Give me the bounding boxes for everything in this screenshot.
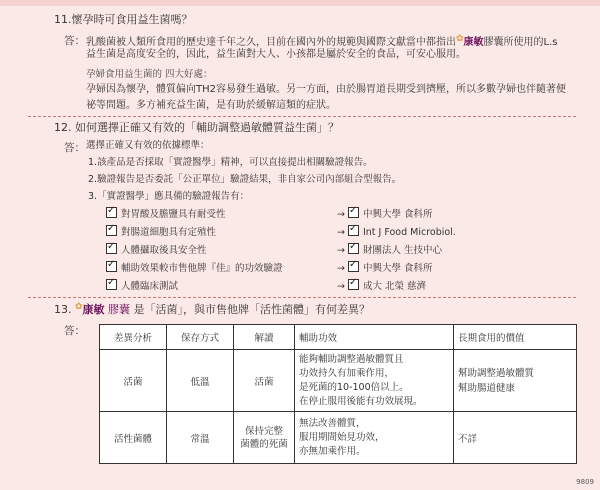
page-code: 9809: [576, 478, 594, 486]
table-header: 長期食用的價值: [454, 325, 577, 350]
table-header-row: [100, 325, 577, 350]
flower-icon: ✿: [456, 34, 464, 44]
arrow-icon: →: [337, 245, 345, 256]
q12-item-2: 2.驗證報告是否委託「公正單位」驗證結果，非自家公司內部組合型報告。: [88, 174, 402, 185]
checkbox-checked-icon: [348, 207, 359, 218]
arrow-icon: →: [337, 209, 345, 220]
brand-name: 康敏: [463, 37, 484, 48]
checkbox-checked-icon: [348, 279, 359, 290]
q12-item-3: 3.「實證醫學」應具備的驗證報告有：: [88, 191, 250, 202]
checkbox-checked-icon: [106, 261, 117, 272]
check-row-3-left: ✓人體攝取後具安全性: [106, 243, 207, 258]
q11-answer-label: 答：: [64, 35, 85, 47]
q12-intro: 選擇正確又有效的依據標準：: [86, 140, 210, 151]
table-cell: 低溫: [167, 350, 234, 412]
q12-title: 12. 如何選擇正確又有效的「輔助調整過敏體質益生菌」？: [54, 121, 339, 134]
table-cell: 活菌: [100, 350, 167, 412]
table-cell: 能夠輔助調整過敏體質且 功效持久有加乘作用， 是死菌的10-100倍以上。 在停止服用後能有功效展現。: [295, 350, 454, 412]
arrow-icon: →: [337, 263, 345, 274]
table-cell: 無法改善體質， 服用期間始見功效， 亦無加乘作用。: [295, 412, 454, 464]
table-header: 輔助功效: [295, 325, 454, 350]
check-row-2-left: ✓對腸道細胞具有定殖性: [106, 225, 216, 240]
checkbox-checked-icon: [348, 243, 359, 254]
check-row-4-left: ✓輔助效果較市售他牌『佳』的功效驗證: [106, 261, 283, 276]
q11-title: 11.懷孕時可食用益生菌嗎？: [54, 13, 193, 26]
q11-subtitle: 孕婦食用益生菌的 四大好處：: [86, 69, 213, 80]
comparison-table: [99, 324, 577, 464]
checkbox-checked-icon: [106, 207, 117, 218]
check-row-1-right: →✓ 中興大學 食科所: [337, 207, 433, 222]
check-row-1-left: ✓對胃酸及膽鹽具有耐受性: [106, 207, 226, 222]
table-header: 差異分析: [100, 325, 167, 350]
q11-para2-line1: 孕婦因為懷孕，體質偏向TH2容易發生過敏。另一方面，由於腸胃道長期受到擠壓，所以多數孕婦也伴隨著便: [86, 84, 566, 95]
table-row: [100, 350, 577, 412]
table-cell: 活性菌體: [100, 412, 167, 464]
q11-p1a: 乳酸菌被人類所食用的歷史達千年之久，目前在國內外的規範與國際文獻當中都指出: [86, 37, 456, 48]
flower-icon: ✿: [75, 302, 83, 312]
check-row-5-left: ✓人體臨床測試: [106, 279, 178, 294]
top-band: [0, 0, 600, 6]
checkbox-checked-icon: [106, 279, 117, 290]
checkbox-checked-icon: [106, 225, 117, 236]
q12-answer-label: 答：: [64, 142, 85, 154]
checkbox-checked-icon: [348, 225, 359, 236]
table-header: 保存方式: [167, 325, 234, 350]
table-cell: 常溫: [167, 412, 234, 464]
check-row-4-right: →✓ 中興大學 食科所: [337, 261, 433, 276]
divider: [28, 116, 576, 117]
q12-item-1: 1.該產品是否採取「實證醫學」精神，可以直接提出相關驗證報告。: [88, 157, 373, 168]
arrow-icon: →: [337, 227, 345, 238]
checkbox-checked-icon: [106, 243, 117, 254]
q13-title: 13. ✿康敏 膠囊 是「活菌」，與市售他牌「活性菌體」有何差異？: [54, 302, 371, 316]
table-row: [100, 412, 577, 464]
q11-p1b: 膠囊所使用的L.s: [483, 37, 558, 48]
table-cell: 幫助調整過敏體質 幫助腸道健康: [454, 350, 577, 412]
check-row-3-right: →✓ 財團法人 生技中心: [337, 243, 442, 258]
q13-answer-label: 答：: [64, 325, 85, 337]
table-header: 解讀: [234, 325, 295, 350]
brand-name: 康敏: [82, 303, 105, 316]
q11-para2-line2: 祕等問題。多方補充益生菌，是有助於緩解這類的症狀。: [86, 100, 336, 111]
arrow-icon: →: [337, 281, 345, 292]
table-cell: 保持完整 菌體的死菌: [234, 412, 295, 464]
check-row-5-right: →✓ 成大 北榮 慈濟: [337, 279, 426, 294]
table-cell: 不詳: [454, 412, 577, 464]
brand-suffix: 膠囊: [108, 303, 131, 316]
q11-para1-line2: 益生菌是高度安全的，因此，益生菌對大人、小孩都是屬於安全的食品，可安心服用。: [86, 49, 466, 60]
checkbox-checked-icon: [348, 261, 359, 272]
divider: [28, 297, 576, 298]
check-row-2-right: →✓ Int J Food Microbiol.: [337, 225, 456, 240]
table-cell: 活菌: [234, 350, 295, 412]
